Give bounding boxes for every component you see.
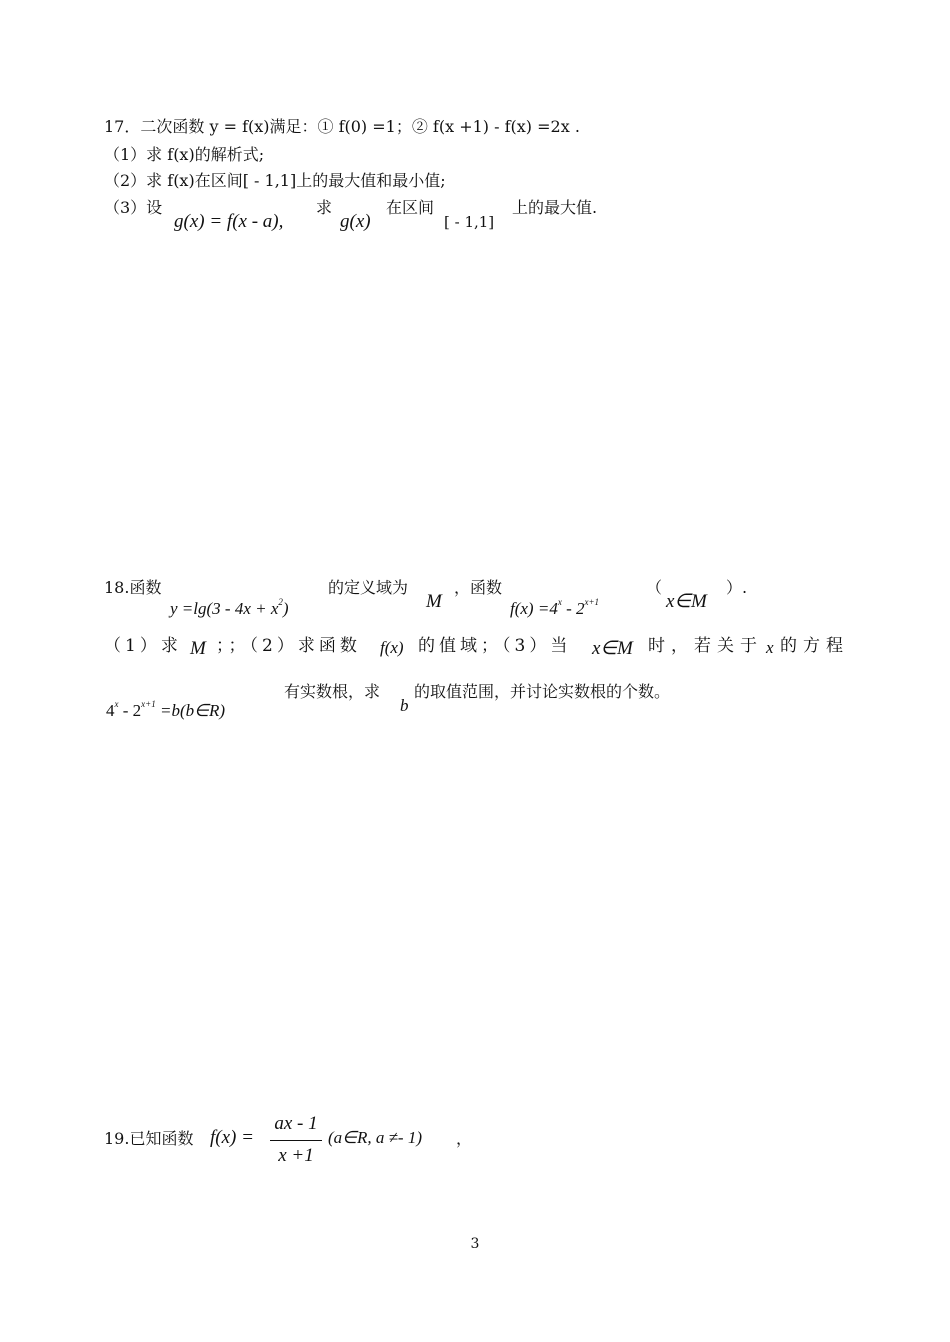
q18-equation-line xyxy=(104,682,744,722)
q18-f-body: f(x) =4 xyxy=(510,599,558,618)
q19-denominator: x +1 xyxy=(278,1145,314,1166)
q18-p1-label: （1）求 xyxy=(104,636,182,656)
q18-eq-b: - 2 xyxy=(118,701,142,720)
q18-p1-x-in-M: x∈M xyxy=(592,638,633,659)
q17-p3-interval: [ - 1,1] xyxy=(444,213,495,231)
q18-y-function xyxy=(170,592,289,619)
q18-p1-range: 的值域；（3）当 xyxy=(418,636,572,656)
q18-p1-mid: ；；（2）求函数 xyxy=(216,636,361,656)
q17-heading: 17．二次函数 y = f(x)满足：① f(0) =1；② f(x +1) - f(x) =2x . xyxy=(104,117,580,136)
q18-p1-f: f(x) xyxy=(380,638,404,657)
q17-part-2: （2）求 f(x)在区间[ - 1,1]上的最大值和最小值; xyxy=(104,171,446,190)
q19-heading xyxy=(104,1110,524,1174)
q18-eq-b-var: b xyxy=(400,696,409,715)
q17-p3-g-def: g(x) = f(x - a), xyxy=(174,211,284,232)
q18-label: 18.函数 xyxy=(104,578,162,597)
q17-p3-tail: 上的最大值. xyxy=(512,198,598,217)
q18-p1-equation-text: 的方程 xyxy=(780,636,849,656)
q18-p1-x: x xyxy=(766,638,774,657)
q18-y-body: y =lg(3 - 4x + x xyxy=(170,599,279,618)
q18-f-mid: - 2 xyxy=(561,599,585,618)
q18-f-function xyxy=(510,592,599,619)
q17-part-1: （1）求 f(x)的解析式; xyxy=(104,145,265,164)
q19-f: f(x) = xyxy=(210,1127,254,1148)
q18-y-sup: 2 xyxy=(278,597,283,607)
q17-p3-g: g(x) xyxy=(340,211,371,232)
q18-domain-text: 的定义域为 xyxy=(328,578,409,597)
q18-f-sup2: x+1 xyxy=(584,597,600,607)
q19-numerator: ax - 1 xyxy=(274,1113,318,1134)
q18-M: M xyxy=(426,591,442,612)
q18-eq-sup2: x+1 xyxy=(141,699,156,709)
q18-function-text: ，函数 xyxy=(454,578,503,597)
q18-y-close: ) xyxy=(282,599,289,618)
q18-open-paren: （ xyxy=(646,578,663,597)
q18-eq-a: 4 xyxy=(106,701,115,720)
q18-p1-when: 时，若关于 xyxy=(648,636,763,656)
q18-eq-text: 有实数根，求 xyxy=(284,682,381,701)
q18-x-in-M: x∈M xyxy=(666,591,707,612)
q18-eq-c: =b(b∈R) xyxy=(155,701,225,720)
q19-condition: (a∈R, a ≠- 1) xyxy=(328,1128,423,1147)
q18-parts xyxy=(104,636,864,662)
q17-p3-interval-label: 在区间 xyxy=(386,198,435,217)
page-number: 3 xyxy=(470,1236,480,1252)
q18-eq-tail: 的取值范围，并讨论实数根的个数。 xyxy=(414,682,671,701)
q18-equation xyxy=(106,694,225,721)
q19-label: 19.已知函数 xyxy=(104,1129,194,1148)
q17-p3-qiu: 求 xyxy=(316,198,333,217)
q17-p3-label: （3）设 xyxy=(104,198,163,217)
q18-heading xyxy=(104,578,764,618)
q17-part-3 xyxy=(104,198,664,238)
q19-fraction-bar xyxy=(270,1140,322,1141)
q19-tail: ， xyxy=(456,1129,473,1148)
q18-f-sup1: x xyxy=(557,597,562,607)
q18-p1-M: M xyxy=(190,638,206,659)
q18-eq-sup1: x xyxy=(114,699,119,709)
q18-close-paren: ）. xyxy=(726,578,748,597)
